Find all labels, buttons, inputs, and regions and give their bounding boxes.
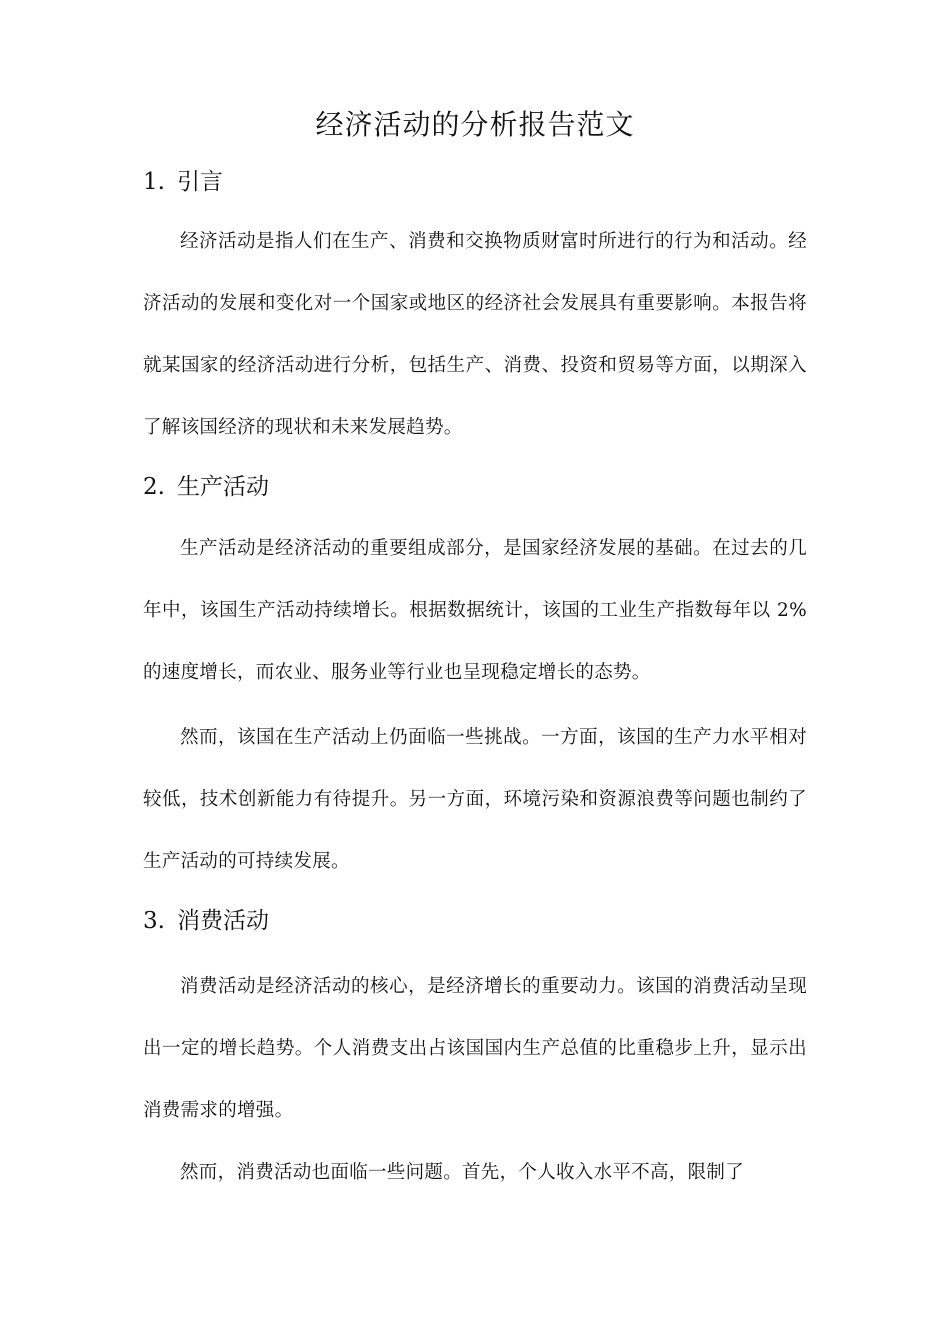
section-number: 1.: [143, 169, 165, 195]
paragraph: 然而，消费活动也面临一些问题。首先，个人收入水平不高，限制了: [180, 1162, 745, 1183]
section-heading-production: [143, 470, 269, 504]
paragraph: 然而，该国在生产活动上仍面临一些挑战。一方面，该国的生产力水平相对较低，技术创新能力有待提升。另一方面，环境污染和资源浪费等问题也制约了生产活动的可持续发展。: [143, 727, 807, 872]
section-number: 2.: [143, 474, 165, 500]
paragraph: 消费活动是经济活动的核心，是经济增长的重要动力。该国的消费活动呈现出一定的增长趋势。个人消费支出占该国国内生产总值的比重稳步上升，显示出消费需求的增强。: [143, 976, 807, 1121]
section-title: 引言: [176, 169, 223, 195]
document-title: 经济活动的分析报告范文: [315, 108, 635, 141]
paragraph: 生产活动是经济活动的重要组成部分，是国家经济发展的基础。在过去的几年中，该国生产活动持续增长。根据数据统计，该国的工业生产指数每年以 2% 的速度增长，而农业、服务业等行业也呈现稳定增长的态势。: [143, 538, 807, 683]
section-number: 3.: [143, 908, 165, 934]
section-heading-consumption: [143, 904, 269, 938]
section-title: 消费活动: [176, 908, 269, 934]
section-title: 生产活动: [176, 474, 269, 500]
section-heading-introduction: [143, 165, 223, 199]
paragraph: 经济活动是指人们在生产、消费和交换物质财富时所进行的行为和活动。经济活动的发展和变化对一个国家或地区的经济社会发展具有重要影响。本报告将就某国家的经济活动进行分析，包括生产、消费、投资和贸易等方面，以期深入了解该国经济的现状和未来发展趋势。: [143, 231, 807, 438]
